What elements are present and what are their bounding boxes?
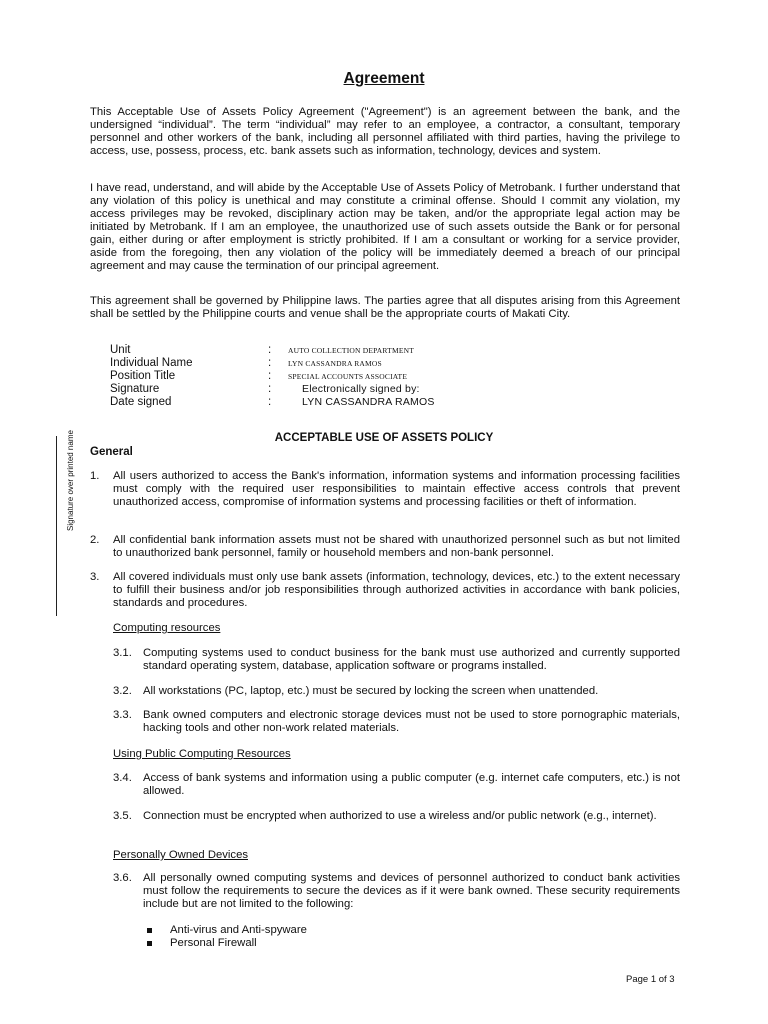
colon: : (268, 344, 272, 356)
subitem-number: 3.1. (113, 647, 132, 659)
page-number: Page 1 of 3 (626, 974, 675, 985)
section-heading-personal: Personally Owned Devices (113, 849, 248, 861)
item-text: All confidential bank information assets must not be shared with unauthorized personnel such as but not limited to unauthorized bank personnel, family or household members and non-bank personnel. (113, 534, 680, 559)
subitem-text: Connection must be encrypted when authorized to use a wireless and/or public network (e.g., internet). (143, 810, 657, 822)
position-value: SPECIAL ACCOUNTS ASSOCIATE (288, 372, 408, 381)
policy-subitem (113, 647, 680, 673)
colon: : (268, 396, 272, 408)
policy-subitem (113, 872, 680, 911)
policy-subitem (113, 810, 680, 823)
section-heading-public: Using Public Computing Resources (113, 748, 291, 760)
list-item-text: Personal Firewall (170, 937, 257, 949)
signature-line (56, 436, 57, 616)
square-bullet-icon (147, 928, 152, 933)
side-signature-field (56, 430, 75, 616)
acknowledgement-paragraph: I have read, understand, and will abide by the Acceptable Use of Assets Policy of Metrobank. I further understand that any violation of this policy is unethical and may constitute a criminal offense. Should I commit any violation, my access privileges may be revoked, disciplinary action may be taken, and/or the appropriate legal action may be initiated by Metrobank. If I am an employee, the unauthorized use of such assets outside the Bank or for personal gain, either during or after employment is strictly prohibited. If I am a consultant or working for a service provider, aside from the foregoing, then any violation of the policy will be immediately deemed a breach of our principal agreement and may cause the termination of our principal agreement. (90, 182, 680, 272)
subitem-text: Computing systems used to conduct business for the bank must use authorized and currently supported standard operating system, database, application software or programs installed. (143, 647, 680, 672)
policy-item (90, 534, 680, 560)
policy-item (90, 470, 680, 509)
subitem-text: All workstations (PC, laptop, etc.) must be secured by locking the screen when unattended. (143, 685, 599, 697)
unit-row (110, 344, 610, 357)
colon: : (268, 357, 272, 369)
item-number: 3. (90, 571, 100, 583)
item-text: All users authorized to access the Bank's information, information systems and information processing facilities must comply with the required user responsibilities to maintain effective access controls that prevent unauthorized access, compromise of information systems and processing facilities or theft of information. (113, 470, 680, 508)
subitem-number: 3.5. (113, 810, 132, 822)
side-signature-label: Signature over printed name (66, 430, 75, 531)
square-bullet-icon (147, 941, 152, 946)
section-heading-computing: Computing resources (113, 622, 221, 634)
name-label: Individual Name (110, 357, 193, 369)
subitem-text: Bank owned computers and electronic storage devices must not be used to store pornographic materials, hacking tools and other non-work related materials. (143, 709, 680, 734)
item-text: All covered individuals must only use bank assets (information, technology, devices, etc.) to the extent necessary to fulfill their business and/or job responsibilities through authorized activities in accordance with bank policies, standards and procedures. (113, 571, 680, 609)
signature-row (110, 383, 610, 396)
item-number: 1. (90, 470, 100, 482)
position-row (110, 370, 610, 383)
policy-subitem (113, 709, 680, 735)
list-item-text: Anti-virus and Anti-spyware (170, 924, 307, 936)
governing-law-paragraph: This agreement shall be governed by Philippine laws. The parties agree that all disputes arising from this Agreement shall be settled by the Philippine courts and venue shall be the appropriate courts of Makati City. (90, 295, 680, 320)
subitem-number: 3.2. (113, 685, 132, 697)
signer-name: LYN CASSANDRA RAMOS (302, 396, 435, 408)
signatory-info (110, 344, 610, 409)
subitem-number: 3.6. (113, 872, 132, 884)
signature-value: Electronically signed by: (302, 383, 420, 395)
colon: : (268, 383, 272, 395)
subitem-text: Access of bank systems and information using a public computer (e.g. internet cafe computers, etc.) is not allowed. (143, 772, 680, 797)
date-label: Date signed (110, 396, 172, 408)
name-row (110, 357, 610, 370)
general-heading: General (90, 446, 133, 458)
item-number: 2. (90, 534, 100, 546)
policy-item (90, 571, 680, 610)
policy-subitem (113, 685, 680, 698)
signature-label: Signature (110, 383, 160, 395)
subitem-number: 3.4. (113, 772, 132, 784)
unit-value: AUTO COLLECTION DEPARTMENT (288, 346, 414, 355)
policy-subitem (113, 772, 680, 798)
position-label: Position Title (110, 370, 176, 382)
subitem-number: 3.3. (113, 709, 132, 721)
colon: : (268, 370, 272, 382)
unit-label: Unit (110, 344, 131, 356)
subitem-text: All personally owned computing systems and devices of personnel authorized to conduct bank activities must follow the requirements to secure the devices as if it were bank owned. These security requirements include but are not limited to the following: (143, 872, 680, 910)
intro-paragraph: This Acceptable Use of Assets Policy Agreement ("Agreement") is an agreement between the bank, and the undersigned “individual”. The term “individual” may refer to an employee, a contractor, a consultant, temporary personnel and other workers of the bank, including all personnel affiliated with third parties, having the privilege to access, use, possess, process, etc. bank assets such as information, technology, devices and system. (90, 106, 680, 157)
policy-title: ACCEPTABLE USE OF ASSETS POLICY (274, 432, 494, 444)
name-value: LYN CASSANDRA RAMOS (288, 359, 382, 368)
date-row (110, 396, 610, 409)
document-title: Agreement (343, 70, 425, 87)
